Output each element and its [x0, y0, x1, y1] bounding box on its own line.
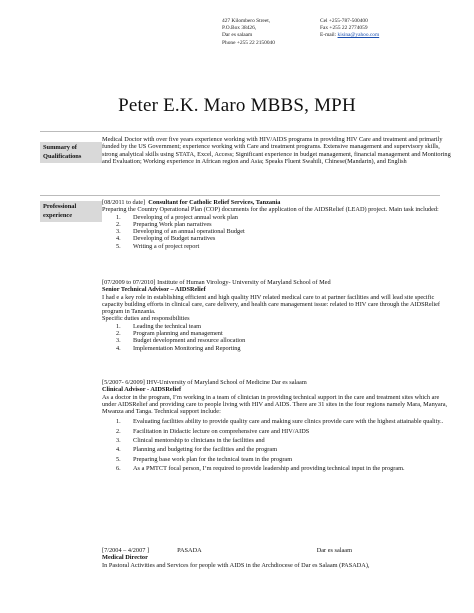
- job-dates: [7/2004 – 4/2007 ]: [102, 547, 150, 554]
- candidate-name: Peter E.K. Maro MBBS, MPH: [118, 95, 356, 116]
- job-location: Dar es salaam: [316, 547, 353, 554]
- summary-text: [102, 136, 452, 165]
- address-line: 427 Kilombero Street,: [222, 18, 271, 24]
- experience-label-line: experience: [43, 211, 73, 219]
- phone-line: Phone +255 22 2150040: [222, 39, 275, 46]
- job-header: [102, 279, 452, 286]
- contact-phone-block: [320, 18, 379, 40]
- address-line: P.O.Box 38426,: [222, 25, 257, 32]
- summary-label-line: Summary of: [43, 144, 77, 151]
- list-item: 3. Developing of an annual operational Budget: [116, 228, 245, 236]
- summary-label-line: Qualifications: [43, 152, 82, 160]
- duties-label: Specific duties and responsibilities: [102, 315, 190, 323]
- summary-section-label: [40, 142, 102, 163]
- list-item: 5. Preparing base work plan for the technical team in the program: [116, 455, 293, 463]
- list-item: 4. Planning and budgeting for the facilities and the program: [116, 446, 278, 454]
- job-entry-ihv-clinical: [102, 379, 452, 472]
- job-header: [102, 199, 452, 206]
- list-item: 4. Developing of Budget narratives: [116, 235, 216, 243]
- job-dates: [5/2007- 6/2009]: [102, 379, 145, 386]
- fax-line: Fax +255 22 2774059: [320, 25, 368, 32]
- list-item: 2. Program planning and management: [116, 330, 223, 338]
- job-entry-crs: [102, 199, 452, 250]
- job-description: In Pastoral Activities and Services for people with AIDS in the Archdiocese of Dar es Salaam (PASADA),: [102, 561, 370, 569]
- job-organization: IHV-University of Maryland School of Medicine Dar es salaam: [144, 379, 307, 386]
- task-list: [116, 214, 452, 250]
- list-item: 4. Implementation Monitoring and Reporting: [116, 344, 241, 352]
- support-list: [116, 418, 452, 472]
- job-title: Senior Technical Advisor – AIDSRelief: [102, 286, 206, 294]
- experience-section-label: [40, 201, 102, 222]
- job-title: Medical Director: [102, 554, 148, 562]
- job-description: I had e a key role in establishing efficient and high quality HIV related medical care to at partner facilities and will lead site specific capacity building efforts in clinical care, care delivery, and health care management issue: related to HIV care through the AIDSRelief program in Tanzania.: [102, 293, 441, 316]
- experience-label-line: Professional: [43, 203, 77, 210]
- list-item: 6. As a PMTCT focal person, I’m required to provide leadership and providing technical input in the program.: [116, 464, 405, 472]
- list-item: 1. Developing of a project annual work plan: [116, 213, 238, 221]
- job-entry-pasada: [102, 547, 452, 569]
- job-dates: [07/2009 to 07/2010]: [102, 279, 156, 286]
- divider: [40, 131, 440, 132]
- list-item: 1. Evaluating facilities ability to provide quality care and making sure clinics provide care with the highest attainable quality..: [116, 418, 444, 426]
- job-organization: PASADA: [177, 547, 202, 554]
- address-line: Dar es salaam: [222, 32, 253, 39]
- job-header: [102, 547, 452, 554]
- list-item: 1. Leading the technical team: [116, 322, 202, 330]
- list-item: 3. Clinical mentorship to clinicians in the facilities and: [116, 437, 265, 445]
- job-header: [102, 379, 452, 386]
- job-organization: Institute of Human Virology- University of Maryland School of Med: [155, 279, 331, 286]
- list-item: 5. Writing a of project report: [116, 242, 200, 250]
- job-description: As a doctor in the program, I’m working in a team of clinician in providing technical support in the care and treatment sites which are under AIDSRelief and providing care to people living with HIV and AIDS. There are 31 sites in the four regions namely Mara, Manyara, Mwanza and Tanga. Technical support include:: [102, 393, 448, 416]
- duty-list: [116, 323, 452, 352]
- email-link[interactable]: kisina@yahoo.com: [337, 32, 380, 39]
- list-item: 2. Preparing Work plan narratives: [116, 220, 212, 228]
- cell-line: Cel +255-787-500400: [320, 18, 368, 24]
- list-item: 3. Budget development and resource allocation: [116, 337, 246, 345]
- job-title: Clinical Advisor - AIDSRelief: [102, 386, 182, 394]
- contact-address-block: [222, 18, 275, 47]
- job-description: Preparing the Country Operational Plan (COP) documents for the application of the AIDSRelief (LEAD) project. Main task included:: [102, 206, 439, 214]
- job-entry-ihv-senior: [102, 279, 452, 352]
- job-organization: Consultant for Catholic Relief Services, Tanzania: [148, 199, 281, 206]
- job-dates: [08/2011 to date]: [102, 199, 146, 206]
- summary-paragraph: Medical Doctor with over five years experience working with HIV/AIDS programs in providing HIV Care and treatment and primarily funded by the US Government; experience working with Care and treatment programs. Extensive management and supervisory skills, strong analytical skills using STATA, Excel, Access; Significant experience in budget management, financial management and Monitoring and Evaluation; Working experience in African region and Asia; Speaks Fluent Swahili, Chinese(Mandarin), and English: [102, 136, 451, 165]
- divider: [40, 195, 440, 196]
- email-label: E-mail:: [320, 32, 337, 39]
- list-item: 2. Facilitation in Didactic lecture on comprehensive care and HIV/AIDS: [116, 427, 310, 435]
- email-line: [320, 32, 379, 39]
